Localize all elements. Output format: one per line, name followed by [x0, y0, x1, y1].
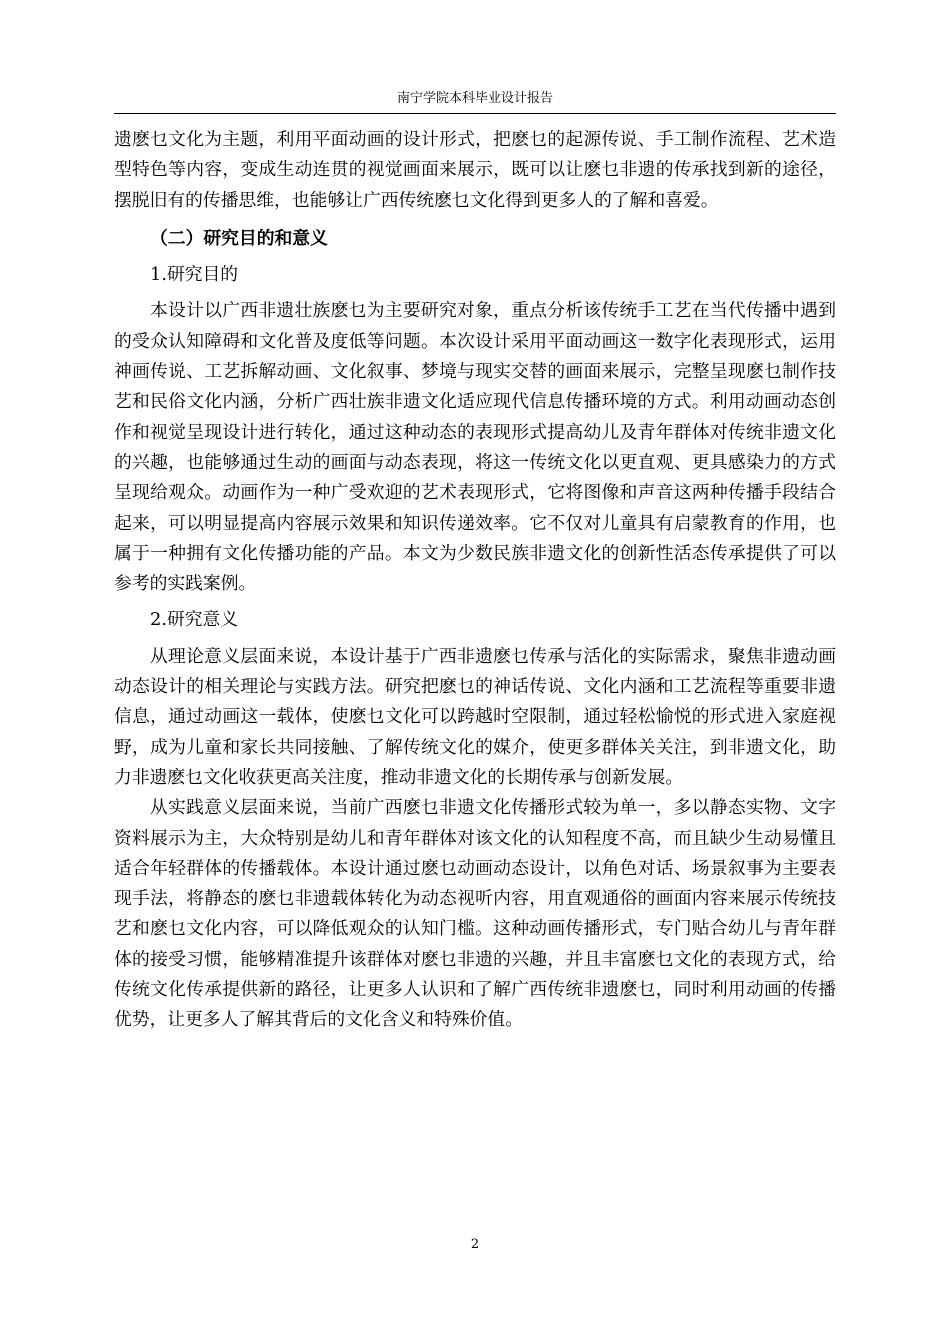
- subsection-heading-purpose: 1.研究目的: [150, 264, 239, 286]
- purpose-paragraph: 本设计以广西非遗壮族麽乜为主要研究对象，重点分析该传统手工艺在当代传播中遇到的受众认知障碍和文化普及度低等问题。本次设计采用平面动画这一数字化表现形式，运用神画传说、工艺拆解动画、文化叙事、梦境与现实交替的画面来展示，完整呈现麽乜制作技艺和民俗文化内涵，分析广西壮族非遗文化适应现代信息传播环境的方式。利用动画动态创作和视觉呈现设计进行转化，通过这种动态的表现形式提高幼儿及青年群体对传统非遗文化的兴趣，也能够通过生动的画面与动态表现，将这一传统文化以更直观、更具感染力的方式呈现给观众。动画作为一种广受欢迎的艺术表现形式，它将图像和声音这两种传播手段结合起来，可以明显提高内容展示效果和知识传递效率。它不仅对儿童具有启蒙教育的作用，也属于一种拥有文化传播功能的产品。本文为少数民族非遗文化的创新性活态传承提供了可以参考的实践案例。: [114, 300, 836, 595]
- page-body: [114, 125, 836, 1036]
- intro-paragraph: 遗麽乜文化为主题，利用平面动画的设计形式，把麽乜的起源传说、手工制作流程、艺术造型特色等内容，变成生动连贯的视觉画面来展示，既可以让麽乜非遗的传承找到新的途径，摆脱旧有的传播思维，也能够让广西传统麽乜文化得到更多人的了解和喜爱。: [114, 129, 836, 211]
- significance-paragraph-theory: 从理论意义层面来说，本设计基于广西非遗麽乜传承与活化的实际需求，聚焦非遗动画动态设计的相关理论与实践方法。研究把麽乜的神话传说、文化内涵和工艺流程等重要非遗信息，通过动画这一载体，使麽乜文化可以跨越时空限制，通过轻松愉悦的形式进入家庭视野，成为儿童和家长共同接触、了解传统文化的媒介，使更多群体关关注，到非遗文化，助力非遗麽乜文化收获更高关注度，推动非遗文化的长期传承与创新发展。: [114, 645, 836, 788]
- header-divider: [114, 113, 836, 114]
- page-number: 2: [470, 1237, 480, 1252]
- running-header: 南宁学院本科毕业设计报告: [396, 91, 553, 106]
- subsection-heading-significance: 2.研究意义: [150, 609, 239, 631]
- section-heading: （二）研究目的和意义: [150, 227, 328, 249]
- significance-paragraph-practice: 从实践意义层面来说，当前广西麽乜非遗文化传播形式较为单一，多以静态实物、文字资料展示为主，大众特别是幼儿和青年群体对该文化的认知程度不高，而且缺少生动易懂且适合年轻群体的传播载体。本设计通过麽乜动画动态设计，以角色对话、场景叙事为主要表现手法，将静态的麽乜非遗载体转化为动态视听内容，用直观通俗的画面内容来展示传统技艺和麽乜文化内容，可以降低观众的认知门槛。这种动画传播形式，专门贴合幼儿与青年群体的接受习惯，能够精准提升该群体对麽乜非遗的兴趣，并且丰富麽乜文化的表现方式，给传统文化传承提供新的路径，让更多人认识和了解广西传统非遗麽乜，同时利用动画的传播优势，让更多人了解其背后的文化含义和特殊价值。: [114, 797, 836, 1031]
